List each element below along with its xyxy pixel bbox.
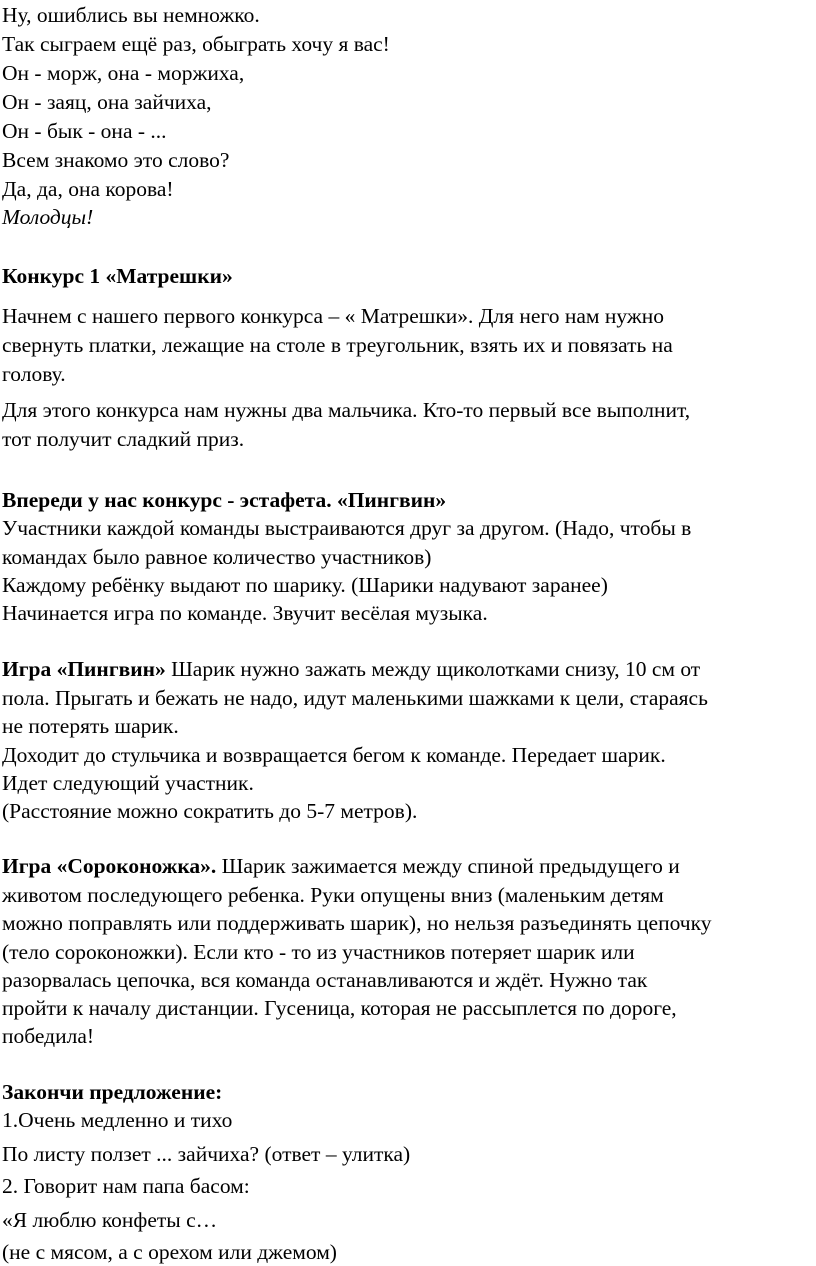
finish-line: (не с мясом, а с орехом или джемом) [2, 1240, 337, 1264]
centipede-line: пройти к началу дистанции. Гусеница, которая не рассыплется по дороге, [2, 996, 677, 1020]
contest1-line: тот получит сладкий приз. [2, 427, 245, 451]
finish-line: 2. Говорит нам папа басом: [2, 1174, 250, 1198]
centipede-first-rest: Шарик зажимается между спиной предыдущего и [216, 854, 680, 878]
penguin-line: Доходит до стульчика и возвращается бегом к команде. Передает шарик. [2, 743, 666, 767]
poem-line: Да, да, она корова! [2, 177, 174, 201]
contest1-line: свернуть платки, лежащие на столе в треугольник, взять их и повязать на [2, 333, 673, 357]
contest1-line: Для этого конкурса нам нужны два мальчика. Кто-то первый все выполнит, [2, 398, 691, 422]
finish-line: По листу ползет ... зайчиха? (ответ – улитка) [2, 1142, 411, 1166]
finish-line: 1.Очень медленно и тихо [2, 1108, 233, 1132]
poem-line: Он - заяц, она зайчиха, [2, 90, 212, 114]
centipede-line: победила! [2, 1024, 95, 1048]
penguin-line: Идет следующий участник. [2, 771, 254, 795]
relay-line: Каждому ребёнку выдают по шарику. (Шарики надувают заранее) [2, 573, 608, 597]
relay-heading: Впереди у нас конкурс - эстафета. «Пингвин» [2, 488, 447, 512]
penguin-line: (Расстояние можно сократить до 5-7 метров). [2, 799, 418, 823]
centipede-line: (тело сороконожки). Если кто - то из участников потеряет шарик или [2, 940, 635, 964]
poem-line: Так сыграем ещё раз, обыграть хочу я вас! [2, 32, 390, 56]
penguin-title: Игра «Пингвин» [2, 657, 166, 681]
centipede-line: разорвалась цепочка, вся команда останавливаются и ждёт. Нужно так [2, 968, 648, 992]
relay-line: Начинается игра по команде. Звучит весёлая музыка. [2, 601, 488, 625]
penguin-line: пола. Прыгать и бежать не надо, идут маленькими шажками к цели, стараясь [2, 686, 708, 710]
finish-heading: Закончи предложение: [2, 1080, 223, 1104]
poem-line: Ну, ошиблись вы немножко. [2, 3, 260, 27]
centipede-line: можно поправлять или поддерживать шарик), но нельзя разъединять цепочку [2, 911, 712, 935]
relay-line: командах было равное количество участников) [2, 545, 432, 569]
penguin-line: не потерять шарик. [2, 714, 179, 738]
centipede-title: Игра «Сороконожка». [2, 854, 217, 878]
contest1-line: голову. [2, 362, 66, 386]
finish-line: «Я люблю конфеты с… [2, 1208, 218, 1232]
poem-praise: Молодцы! [2, 205, 94, 229]
centipede-first-line [2, 852, 680, 880]
poem-line: Всем знакомо это слово? [2, 148, 230, 172]
relay-line: Участники каждой команды выстраиваются друг за другом. (Надо, чтобы в [2, 516, 692, 540]
poem-line: Он - бык - она - ... [2, 119, 167, 143]
contest1-line: Начнем с нашего первого конкурса – « Матрешки». Для него нам нужно [2, 304, 664, 328]
contest1-heading: Конкурс 1 «Матрешки» [2, 264, 233, 288]
penguin-first-rest: Шарик нужно зажать между щиколотками снизу, 10 см от [165, 657, 701, 681]
poem-line: Он - морж, она - моржиха, [2, 61, 245, 85]
centipede-line: животом последующего ребенка. Руки опущены вниз (маленьким детям [2, 883, 664, 907]
penguin-first-line [2, 655, 700, 683]
